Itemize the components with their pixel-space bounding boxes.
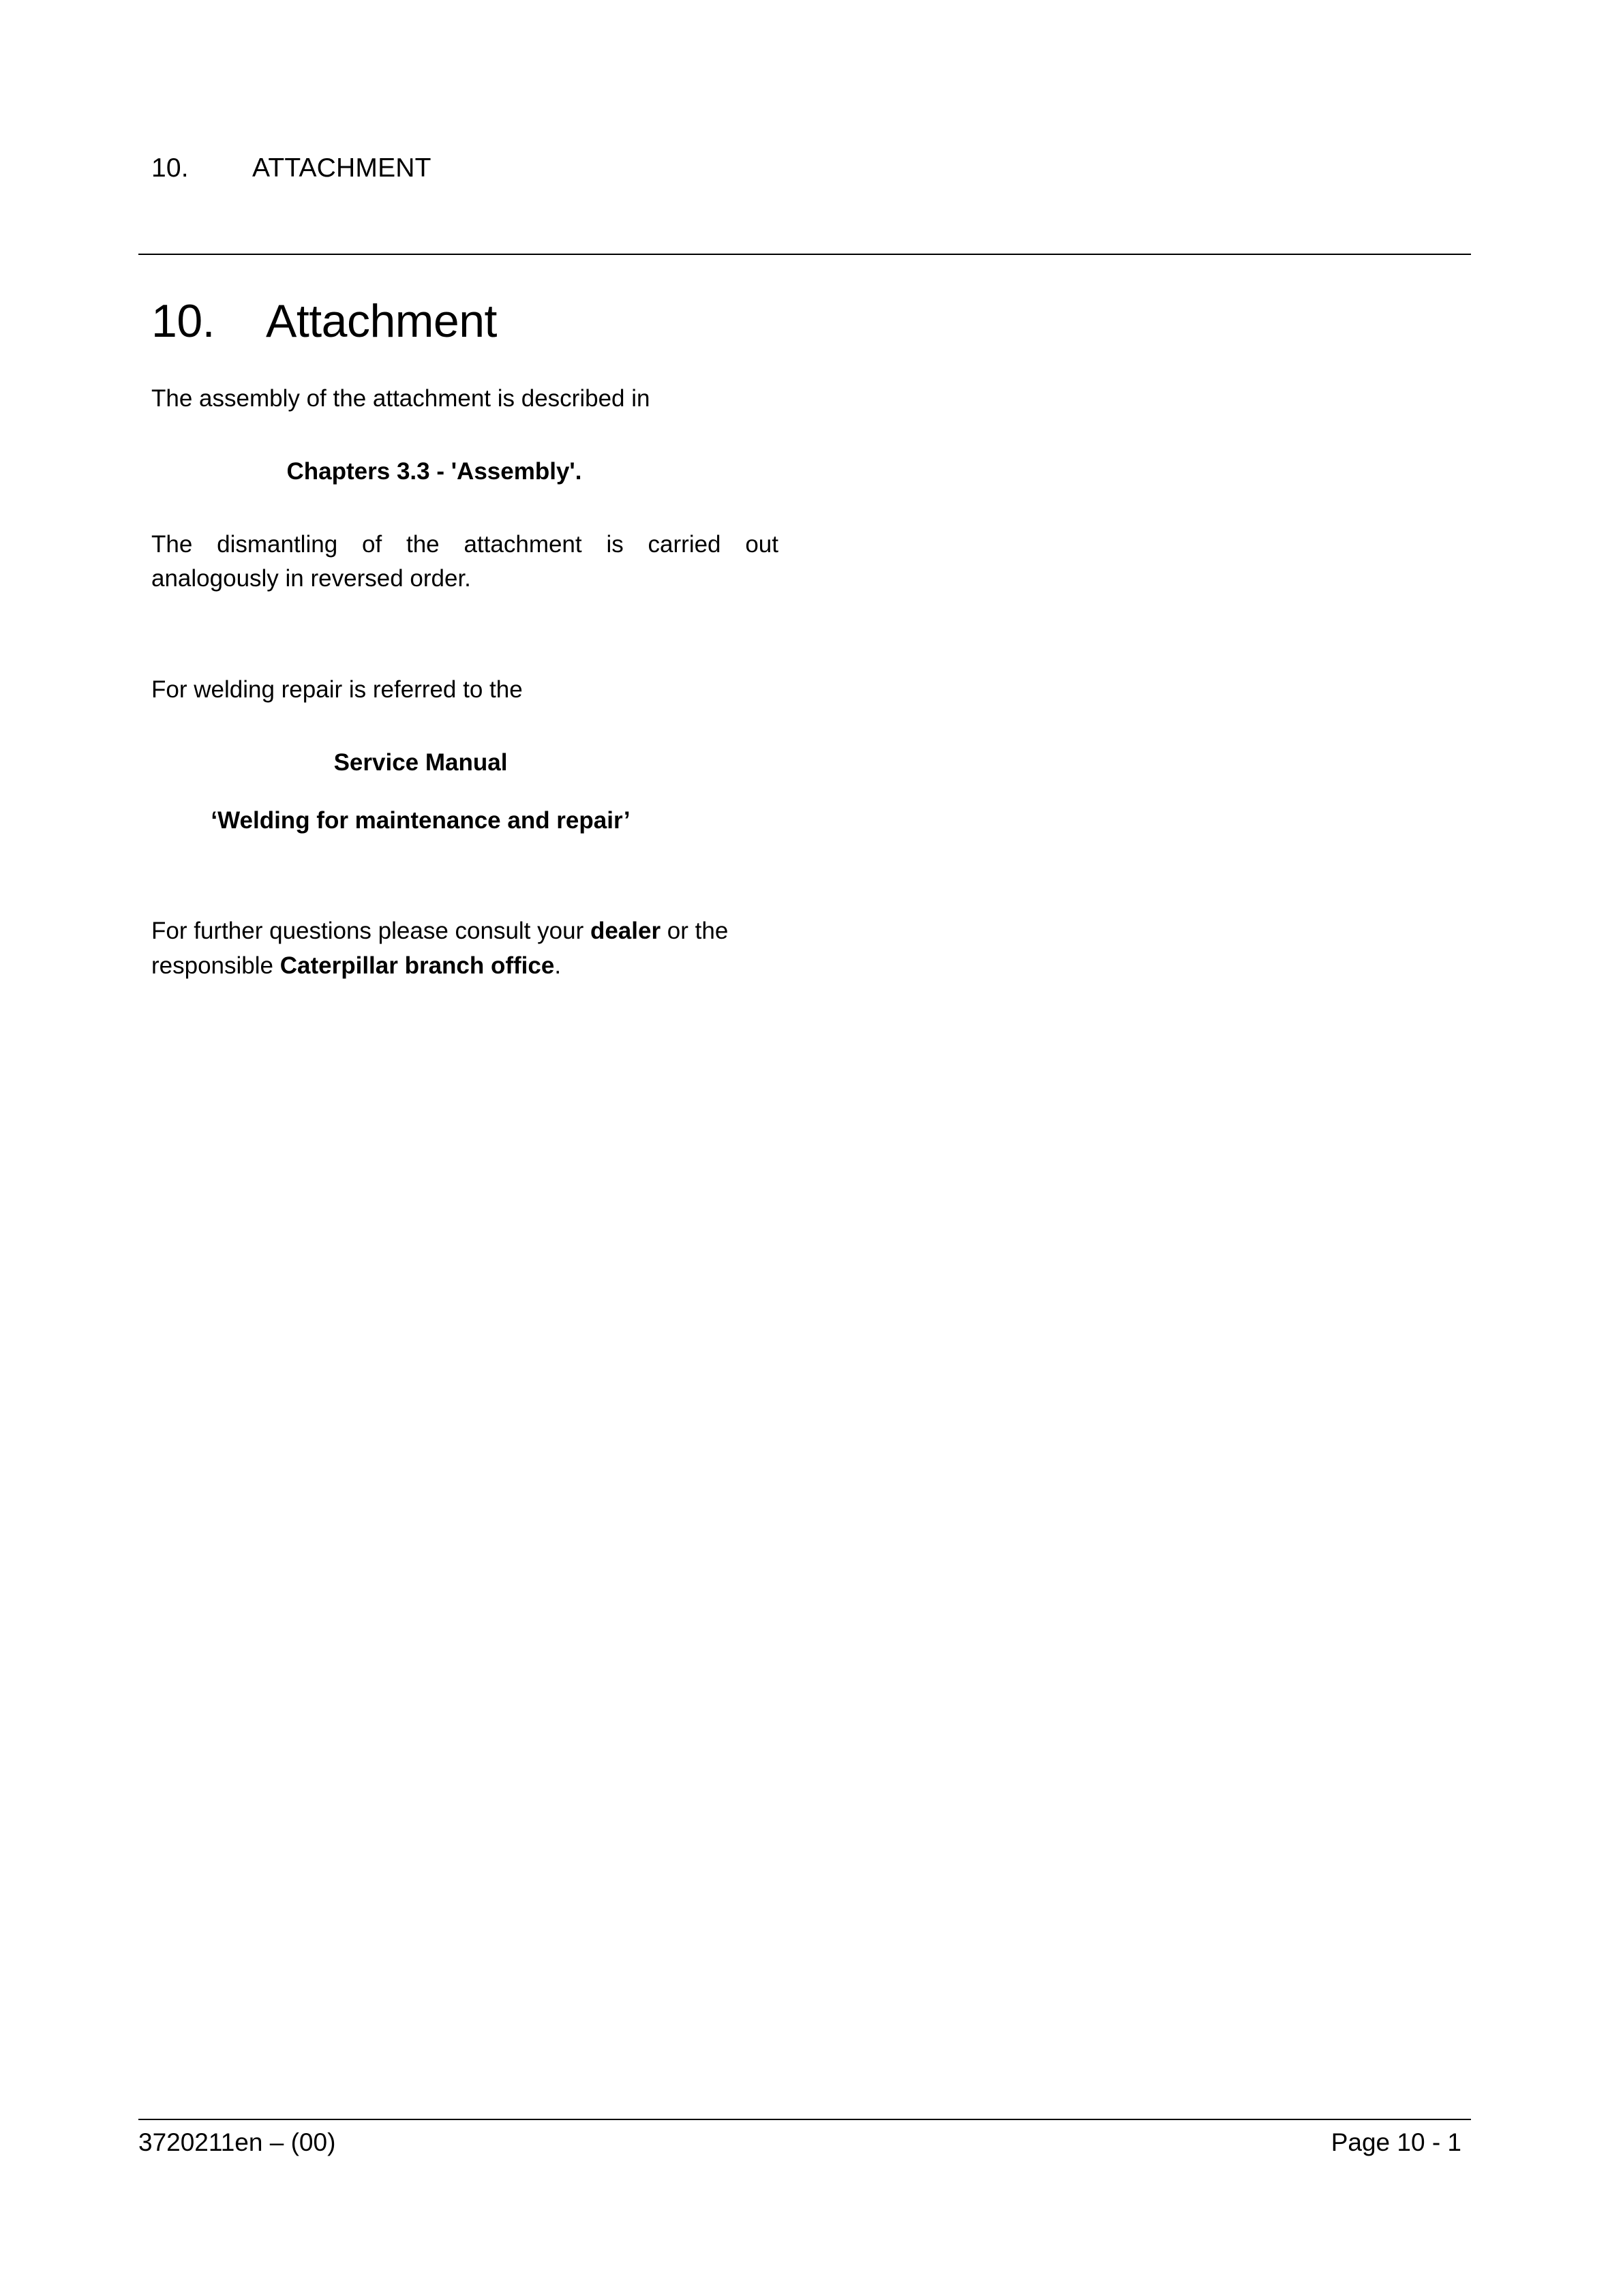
reference-chapters-assembly: Chapters 3.3 - 'Assembly'. (286, 457, 582, 485)
paragraph-welding-intro: For welding repair is referred to the (151, 676, 523, 703)
page-title-number: 10. (151, 295, 215, 347)
running-header-number: 10. (151, 153, 189, 183)
further-questions-dealer: dealer (590, 918, 661, 945)
footer-divider (138, 2119, 1471, 2120)
further-questions-suffix: . (554, 952, 562, 979)
paragraph-further-questions (151, 914, 778, 984)
paragraph-dismantling: The dismantling of the attachment is carried out analogously in reversed order. (151, 530, 778, 592)
reference-welding-manual: ‘Welding for maintenance and repair’ (211, 806, 631, 834)
header-divider (138, 254, 1471, 255)
footer-page-number: Page 10 - 1 (1331, 2128, 1461, 2156)
body-content (151, 382, 778, 984)
further-questions-mid: or the responsible (151, 918, 729, 979)
page-title-text: Attachment (266, 295, 497, 347)
paragraph-assembly-intro: The assembly of the attachment is described in (151, 385, 650, 412)
further-questions-branch-office: Caterpillar branch office (279, 952, 555, 979)
page-footer (138, 2128, 1471, 2157)
running-header (151, 153, 1474, 183)
reference-service-manual: Service Manual (333, 749, 508, 776)
page-title (151, 294, 1446, 348)
running-header-title: ATTACHMENT (252, 153, 431, 183)
footer-document-id: 3720211en – (00) (138, 2128, 336, 2156)
further-questions-prefix: For further questions please consult your (151, 918, 590, 945)
